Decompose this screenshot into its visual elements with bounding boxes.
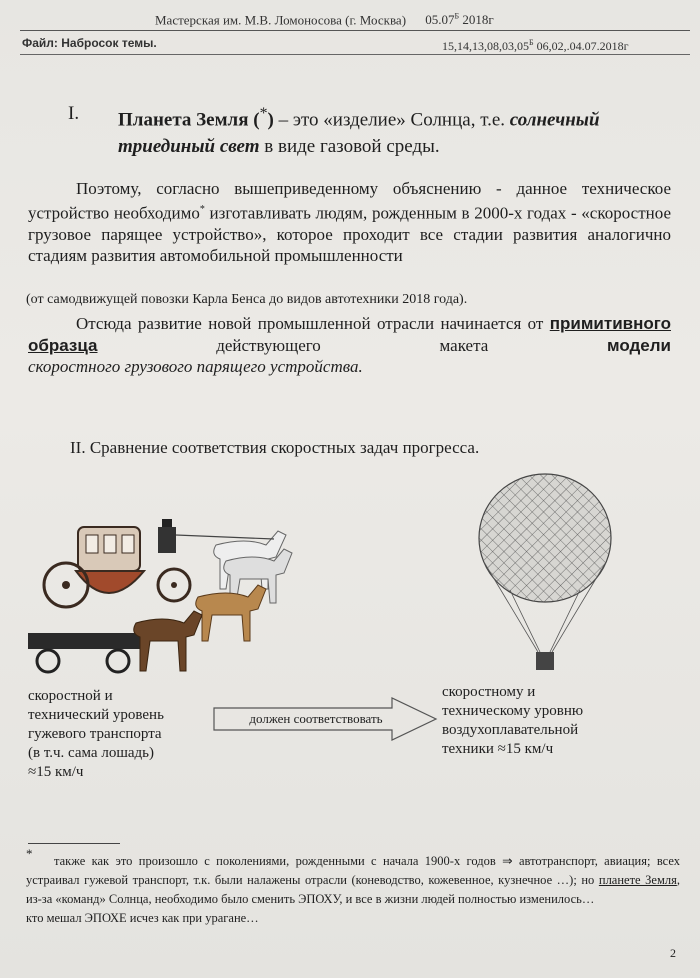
horse-carriage-illustration (26, 505, 316, 685)
header-codes: $15,14,13,08,03,05^Б$ 06,02,.04.07.2018г (442, 38, 629, 53)
paragraph-1-note: (от самодвижущей повозки Карла Бенса до видов автотехники 2018 года). (26, 292, 468, 307)
footnote-body: также как это произошло с поколениями, рожденными с начала 1900-х годов ⇒ автотранспорт, авиация; всех устраивал гужевой транспорт, т.к. были налажены отрасли (коневодство, кожевенное, кузнечное …); но планете Земля, из-за «команд» Солнца, необходимо было сменить ЭПОХУ, и все в жизни людей полностью изменилось… (26, 854, 680, 906)
header-workshop (155, 12, 494, 28)
arrow-label: должен соответствовать (249, 711, 383, 726)
page-number: 2 (670, 946, 676, 960)
paragraph-2-italic: скоростного грузового парящего устройства. (28, 357, 363, 376)
hot-air-balloon-illustration (470, 472, 620, 682)
header-rule-top (20, 30, 690, 31)
footnote (26, 852, 680, 928)
paragraph-1: Поэтому, согласно вышеприведенному объяснению - данное техническое устройство необходимо* изготавливать людям, рожденным в 2000-х годах - «скоростное грузовое парящее устройство», которое проходит все стадии развития аналогично стадиям развития автомобильной промышленности (28, 179, 671, 265)
header-rule-bottom (20, 54, 690, 55)
footnote-star: * (26, 846, 33, 861)
file-label: Файл: Набросок темы. (22, 36, 157, 50)
left-caption: скоростной и технический уровень гужевого транспорта (в т.ч. сама лошадь) ≈15 км/ч (28, 688, 164, 780)
section1-number: I. (68, 103, 80, 124)
section1-text: Планета Земля (*) – это «изделие» Солнца, т.е. солнечный триединый свет в виде газовой среды. (118, 105, 600, 158)
right-caption: скоростному и техническому уровню воздухоплавательной техники ≈15 км/ч (442, 684, 584, 757)
header-date: $05.07^Б$ 2018г (425, 12, 494, 28)
workshop-name: Мастерская им. М.В. Ломоносова (г. Москва) (155, 12, 407, 28)
paragraph-2: Отсюда развитие новой промышленной отрасли начинается от примитивного образца действующего макета модели (28, 314, 671, 355)
footnote-last-line: кто мешал ЭПОХЕ исчез как при урагане… (26, 911, 259, 925)
footnote-rule (28, 843, 120, 844)
section2-title: II. Сравнение соответствия скоростных задач прогресса. (70, 438, 480, 457)
